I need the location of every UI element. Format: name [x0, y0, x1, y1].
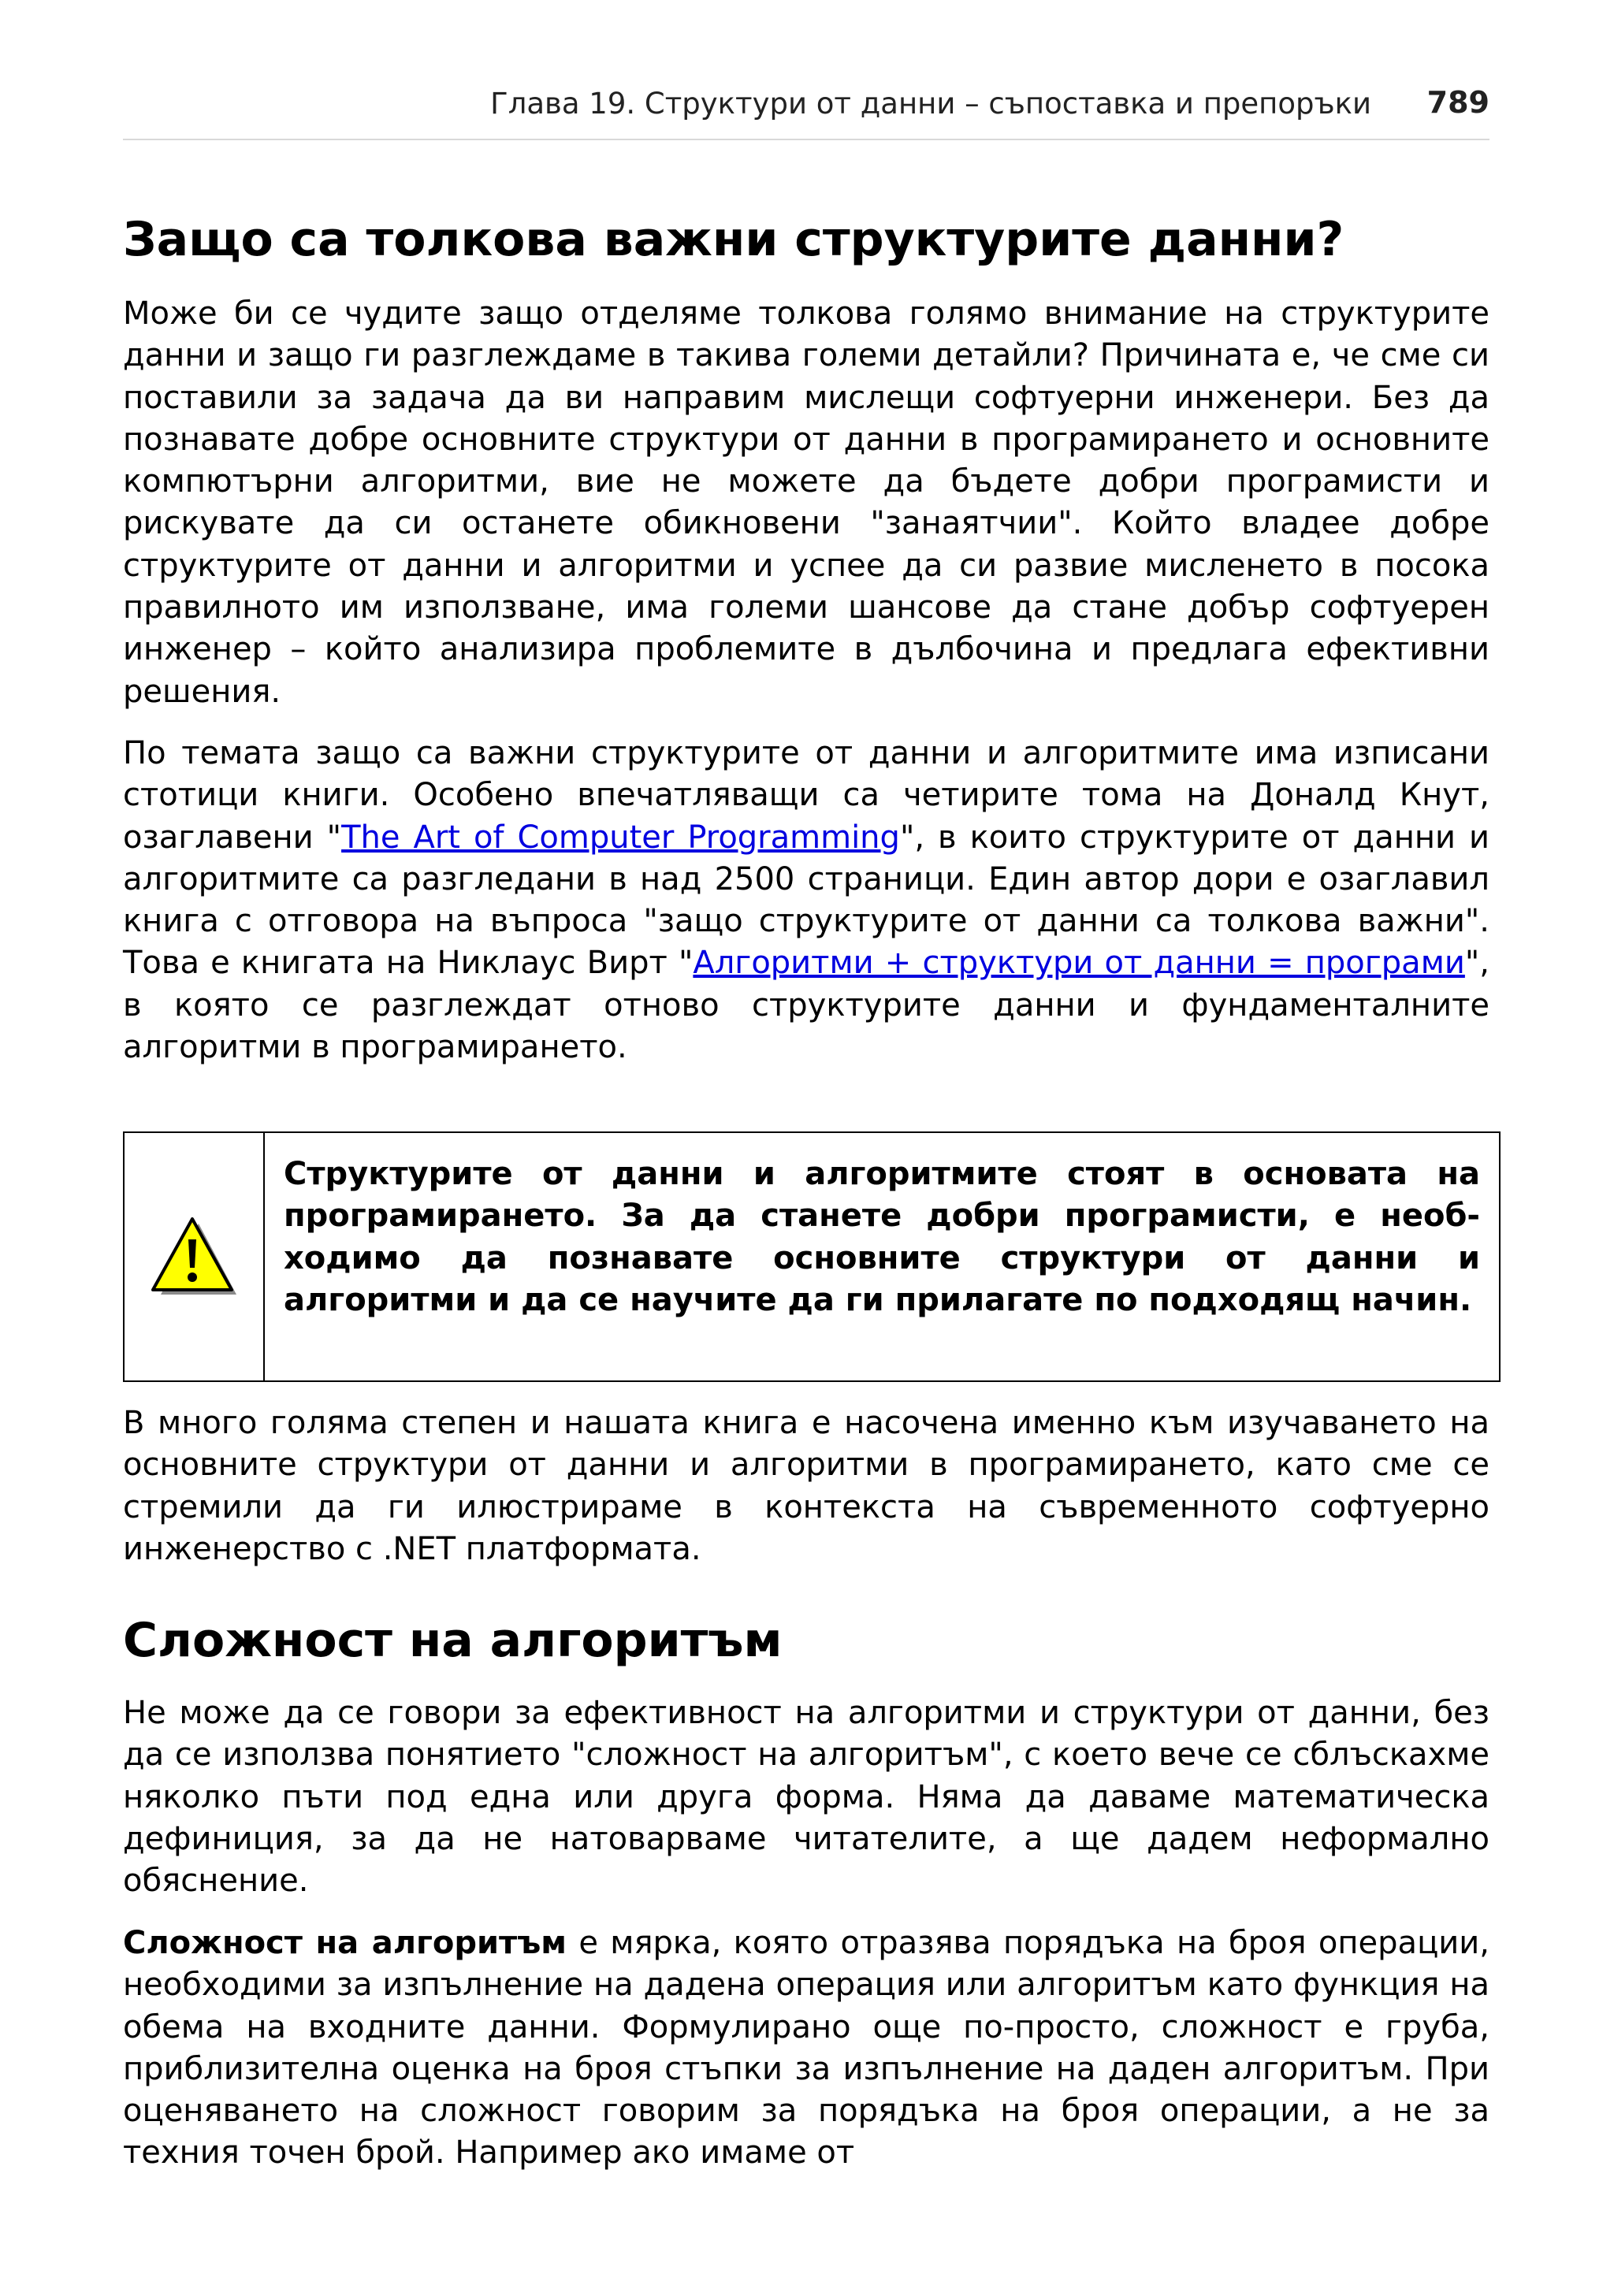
section-heading-algorithm-complexity: Сложност на алгоритъм: [123, 1613, 783, 1668]
note-icon-cell: [125, 1133, 265, 1380]
paragraph-2-text-c: ", в която се разглеждат отново структурите данни и фундаменталните алгоритми в програмирането.: [123, 945, 1489, 1066]
page-header: [123, 76, 1489, 140]
paragraph-4: Не може да се говори за ефективност на алгоритми и структури от данни, без да се използва понятието "сложност на алгоритъм", с което вече се сблъскахме няколко пъти под една или друга форма. Няма да даваме математическа дефиниция, за да не натоварваме читателите, а ще дадем неформално обяснение.: [123, 1695, 1489, 1900]
section-heading-why-data-structures: Защо са толкова важни структурите данни?: [123, 212, 1344, 267]
paragraph-2: [123, 733, 1489, 1068]
warning-note-text: Структурите от данни и алгоритмите стоят в основата на програмирането. За да станете добри програмисти, е необходимо да познавате основните структури от данни и алгоритми и да се научите да ги прилагате по подходящ начин.: [284, 1156, 1480, 1318]
warning-note-box: [123, 1131, 1501, 1382]
paragraph-2-text-a: По темата защо са важни структурите от данни и алгоритмите има изписани стотици книги. Особено впечатляващи са четирите тома на Доналд Кнут, озаглавени ": [123, 735, 1489, 856]
link-algorithms-data-structures-programs[interactable]: Алгоритми + структури от данни = програми: [693, 945, 1465, 982]
chapter-title: Глава 19. Структури от данни – съпоставка и препоръки: [490, 87, 1371, 121]
warning-icon: [150, 1216, 238, 1298]
paragraph-2-text-b: ", в които структурите от данни и алгоритмите са разгледани в над 2500 страници. Един автор дори е озаглавил книга с отговора на въпроса "защо структурите от данни са толкова важни". Това е книгата на Никлаус Вирт ": [123, 819, 1490, 982]
paragraph-5-text: е мярка, която отразява порядъка на броя операции, необходими за изпълнение на дадена операция или алгоритъм като функция на обема на входните данни. Формулирано още по-просто, сложност е груба, приблизителна оценка на броя стъпки за изпълнение на даден алгоритъм. При оценяването на сложност говорим за порядъка на броя операции, а не за техния точен брой. Например ако имаме от: [123, 1925, 1489, 2172]
paragraph-5: [123, 1923, 1489, 2175]
term-algorithm-complexity: Сложност на алгоритъм: [123, 1925, 567, 1961]
paragraph-3: В много голяма степен и нашата книга е насочена именно към изучаването на основните структури от данни и алгоритми в програмирането, като сме се стремили да ги илюстрираме в контекста на съвременното софтуерно инженерство с .NET платформата.: [123, 1405, 1489, 1567]
link-art-of-computer-programming[interactable]: The Art of Computer Programming: [341, 819, 900, 856]
page-number: 789: [1426, 85, 1489, 120]
paragraph-1: Може би се чудите защо отделяме толкова голямо внимание на структурите данни и защо ги разглеждаме в такива големи детайли? Причината е, че сме си поставили за задача да ви направим мислещи софтуерни инженери. Без да познавате добре основните структури от данни в програмирането и основните компютърни алгоритми, вие не можете да бъдете добри програмисти и рискувате да си останете обикновени "занаятчии". Който владее добре структурите от данни и алгоритми и успее да си развие мисленето в посока правилното им използване, има големи шансове да стане добър софтуерен инженер – който анализира проблемите в дълбочина и предлага ефективни решения.: [123, 295, 1489, 710]
